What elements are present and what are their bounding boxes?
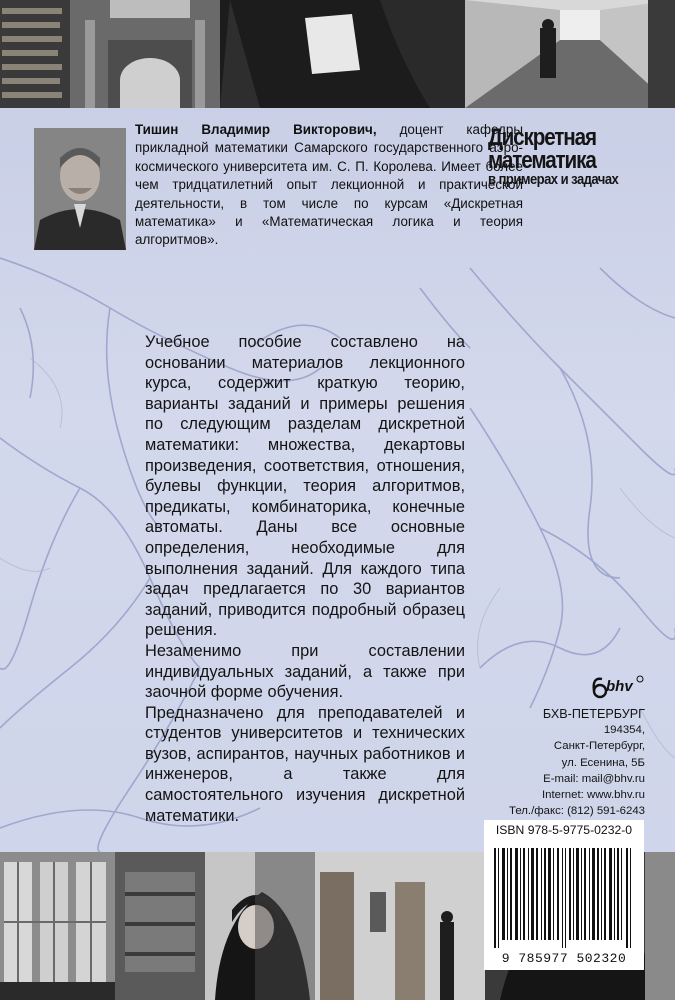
author-portrait-art [34,128,126,250]
publisher-postcode: 194354, [603,724,645,737]
bhv-logo-icon [590,671,646,699]
book-title [488,126,673,189]
publisher-info [475,706,645,819]
top-photo-collage-art [0,0,675,108]
isbn-barcode-block [484,820,644,970]
publisher-city: Санкт-Петербург, [553,740,645,753]
publisher-name: БХВ-ПЕТЕРБУРГ [542,707,645,721]
barcode-digits: 9 785977 502320 [501,951,627,966]
author-name: Тишин Владимир Викторович, [135,122,377,137]
title-subtitle: в примерах и задачах [488,172,619,188]
author-bio [135,121,523,250]
barcode [484,840,644,970]
back-cover-panel [0,108,675,852]
publisher-email: E-mail: mail@bhv.ru [543,772,645,785]
title-line-2: математика [488,147,596,174]
description-paragraph-2: Незаменимо при составлении индивидуальных заданий, а также при заочной форме обучения. [145,641,465,702]
isbn-label: ISBN 978-5-9775-0232-0 [484,820,644,840]
top-photo-collage [0,0,675,108]
bhv-logo-text: bhv [606,678,633,695]
description-paragraph-1: Учебное пособие составлено на основании материалов лекционного курса, содержит краткую теорию, варианты заданий и примеры решения по следующим разделам дискретной математики: множества, декартовы произведения, соответствия, отношения, булевы функции, теория алгоритмов, предикаты, комбинаторика, конечные автоматы. Даны все основные определения, необходимые для выполнения заданий. Для каждого типа задач предлагается по 30 вариантов заданий, приводится подробный образец решения. [145,333,465,640]
publisher-phone: Тел./факс: (812) 591-6243 [509,805,645,818]
book-description [145,332,465,826]
title-line-1: Дискретная [488,124,596,151]
description-paragraph-3: Предназначено для преподавателей и студентов университетов и технических вузов, аспирантов, научных работников и инженеров, а также для самостоятельного изучения дискретной математики. [145,703,465,825]
publisher-internet: Internet: www.bhv.ru [542,789,645,802]
publisher-street: ул. Есенина, 5Б [561,756,645,769]
author-photo [34,128,126,250]
author-bio-text: доцент кафедры прикладной математики Самарского государственного аэро-космического университета им. С. П. Королева. Имеет более чем тридцатилетний опыт лекционной и практической деятельности, в том числе по курсам «Дискретная математика» и «Математическая логика и теория алгоритмов». [135,122,523,248]
barcode-bars [484,840,644,950]
